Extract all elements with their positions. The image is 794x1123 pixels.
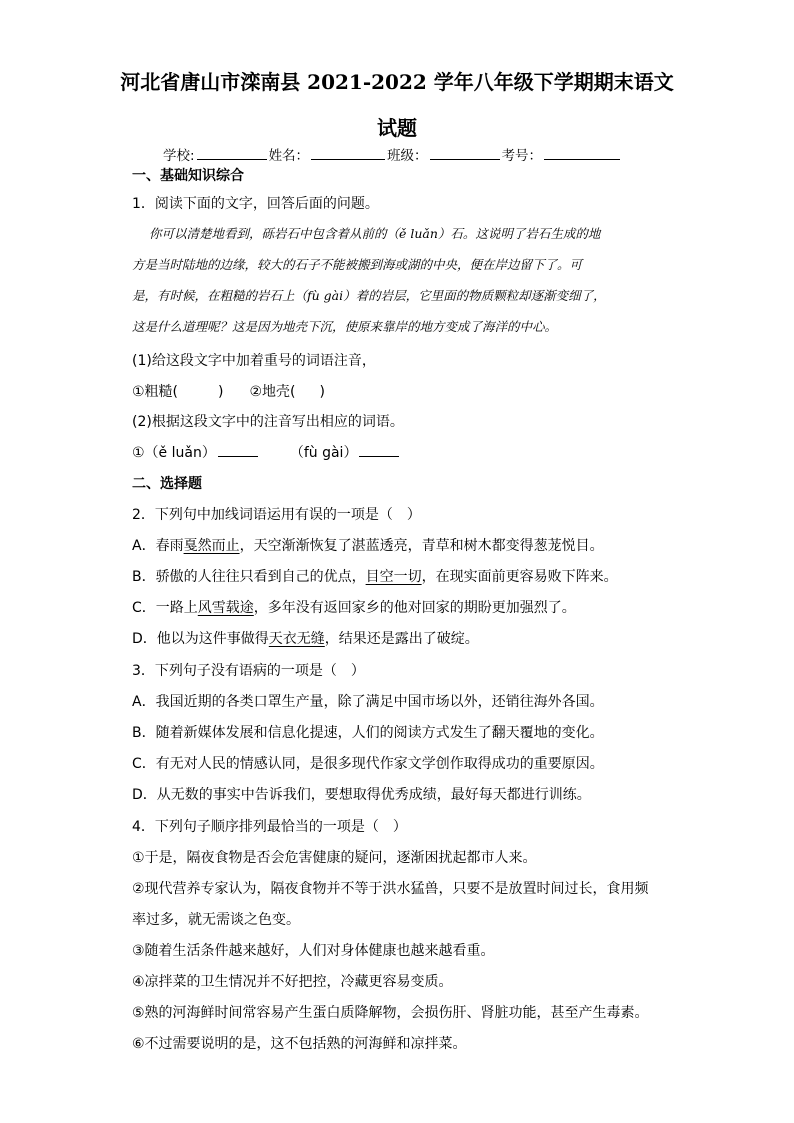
sentence-item: ②现代营养专家认为，隔夜食物并不等于洪水猛兽，只要不是放置时间过长，食用频 bbox=[132, 881, 649, 897]
option-text: ，天空渐渐恢复了湛蓝透亮，青草和树木都变得葱茏悦目。 bbox=[239, 538, 604, 554]
class-label: 班级： bbox=[387, 148, 428, 164]
answer-blank[interactable] bbox=[218, 442, 258, 457]
option-c bbox=[132, 597, 576, 617]
section-heading-choice: 二、选择题 bbox=[132, 476, 202, 492]
option-d bbox=[132, 628, 479, 648]
sub2-item-b: （fù gài） bbox=[289, 445, 358, 461]
option-d: D．从无数的事实中告诉我们，要想取得优秀成绩，最好每天都进行训练。 bbox=[132, 787, 591, 803]
option-text: A．春雨 bbox=[132, 538, 184, 554]
sentence-item: ③随着生活条件越来越好，人们对身体健康也越来越看重。 bbox=[132, 943, 495, 959]
question-1-sub1-answers bbox=[132, 381, 325, 401]
question-3-stem: 3．下列句子没有语病的一项是（ ） bbox=[132, 663, 365, 679]
question-1-stem: 1．阅读下面的文字，回答后面的问题。 bbox=[132, 196, 379, 212]
passage-line: 这是什么道理呢？这是因为地壳下沉，使原来靠岸的地方变成了海洋的中心。 bbox=[132, 319, 558, 334]
sentence-item: ⑤熟的河海鲜时间常容易产生蛋白质降解物，会损伤肝、肾脏功能，甚至产生毒素。 bbox=[132, 1005, 649, 1021]
sub1-item-a: ①粗糙( bbox=[132, 384, 179, 400]
underlined-term: 戛然而止 bbox=[183, 538, 240, 554]
passage-line: 是，有时候，在粗糙的岩石上（fù gài）着的岩层，它里面的物质颗粒却逐渐变细了， bbox=[132, 288, 606, 303]
number-blank[interactable] bbox=[544, 145, 620, 160]
option-a: A．我国近期的各类口罩生产量，除了满足中国市场以外，还销往海外各国。 bbox=[132, 694, 604, 710]
page-title: 河北省唐山市滦南县 2021-2022 学年八年级下学期期末语文 bbox=[120, 70, 674, 94]
section-heading-basic: 一、基础知识综合 bbox=[132, 168, 244, 184]
student-info-row bbox=[163, 144, 622, 164]
name-label: 姓名： bbox=[268, 148, 310, 164]
page-title-continued: 试题 bbox=[377, 116, 417, 140]
underlined-term: 目空一切 bbox=[365, 569, 422, 585]
option-text: D．他以为这件事做得 bbox=[132, 631, 269, 647]
option-text: ，在现实面前更容易败下阵来。 bbox=[421, 569, 618, 585]
number-label: 考号： bbox=[501, 148, 543, 164]
question-1-sub2: (2)根据这段文字中的注音写出相应的词语。 bbox=[132, 414, 404, 430]
sentence-item-continued: 率过多，就无需谈之色变。 bbox=[132, 912, 300, 928]
name-blank[interactable] bbox=[311, 145, 385, 160]
school-blank[interactable] bbox=[197, 145, 267, 160]
option-a bbox=[132, 535, 604, 555]
sentence-item: ⑥不过需要说明的是，这不包括熟的河海鲜和凉拌菜。 bbox=[132, 1036, 467, 1052]
sub2-item-a: ①（ě luǎn） bbox=[132, 445, 216, 461]
paren-close: ) bbox=[319, 384, 325, 400]
answer-blank[interactable] bbox=[359, 442, 399, 457]
passage-line: 你可以清楚地看到，砾岩石中包含着从前的（ě luǎn）石。这说明了岩石生成的地 bbox=[149, 226, 601, 241]
option-text: ，多年没有返回家乡的他对回家的期盼更加强烈了。 bbox=[253, 600, 576, 616]
option-text: ，结果还是露出了破绽。 bbox=[324, 631, 479, 647]
class-blank[interactable] bbox=[430, 145, 500, 160]
paren-close: ) bbox=[218, 384, 224, 400]
school-label: 学校: bbox=[163, 148, 195, 164]
sub1-item-b: ②地壳( bbox=[249, 384, 296, 400]
question-1-sub1: (1)给这段文字中加着重号的词语注音， bbox=[132, 353, 376, 369]
question-2-stem: 2．下列句中加线词语运用有误的一项是（ ） bbox=[132, 507, 421, 523]
passage-line: 方是当时陆地的边缘，较大的石子不能被搬到海或湖的中央，便在岸边留下了。可 bbox=[132, 257, 583, 272]
underlined-term: 天衣无缝 bbox=[268, 631, 325, 647]
underlined-term: 风雪载途 bbox=[197, 600, 254, 616]
sentence-item: ①于是，隔夜食物是否会危害健康的疑问，逐渐困扰起都市人来。 bbox=[132, 850, 537, 866]
option-text: C．一路上 bbox=[132, 600, 198, 616]
question-1-sub2-answers bbox=[132, 442, 401, 462]
option-c: C．有无对人民的情感认同，是很多现代作家文学创作取得成功的重要原因。 bbox=[132, 756, 604, 772]
sentence-item: ④凉拌菜的卫生情况并不好把控，冷藏更容易变质。 bbox=[132, 974, 453, 990]
option-b: B．随着新媒体发展和信息化提速，人们的阅读方式发生了翻天覆地的变化。 bbox=[132, 725, 604, 741]
option-text: B．骄傲的人往往只看到自己的优点， bbox=[132, 569, 366, 585]
option-b bbox=[132, 566, 618, 586]
question-4-stem: 4．下列句子顺序排列最恰当的一项是（ ） bbox=[132, 819, 407, 835]
